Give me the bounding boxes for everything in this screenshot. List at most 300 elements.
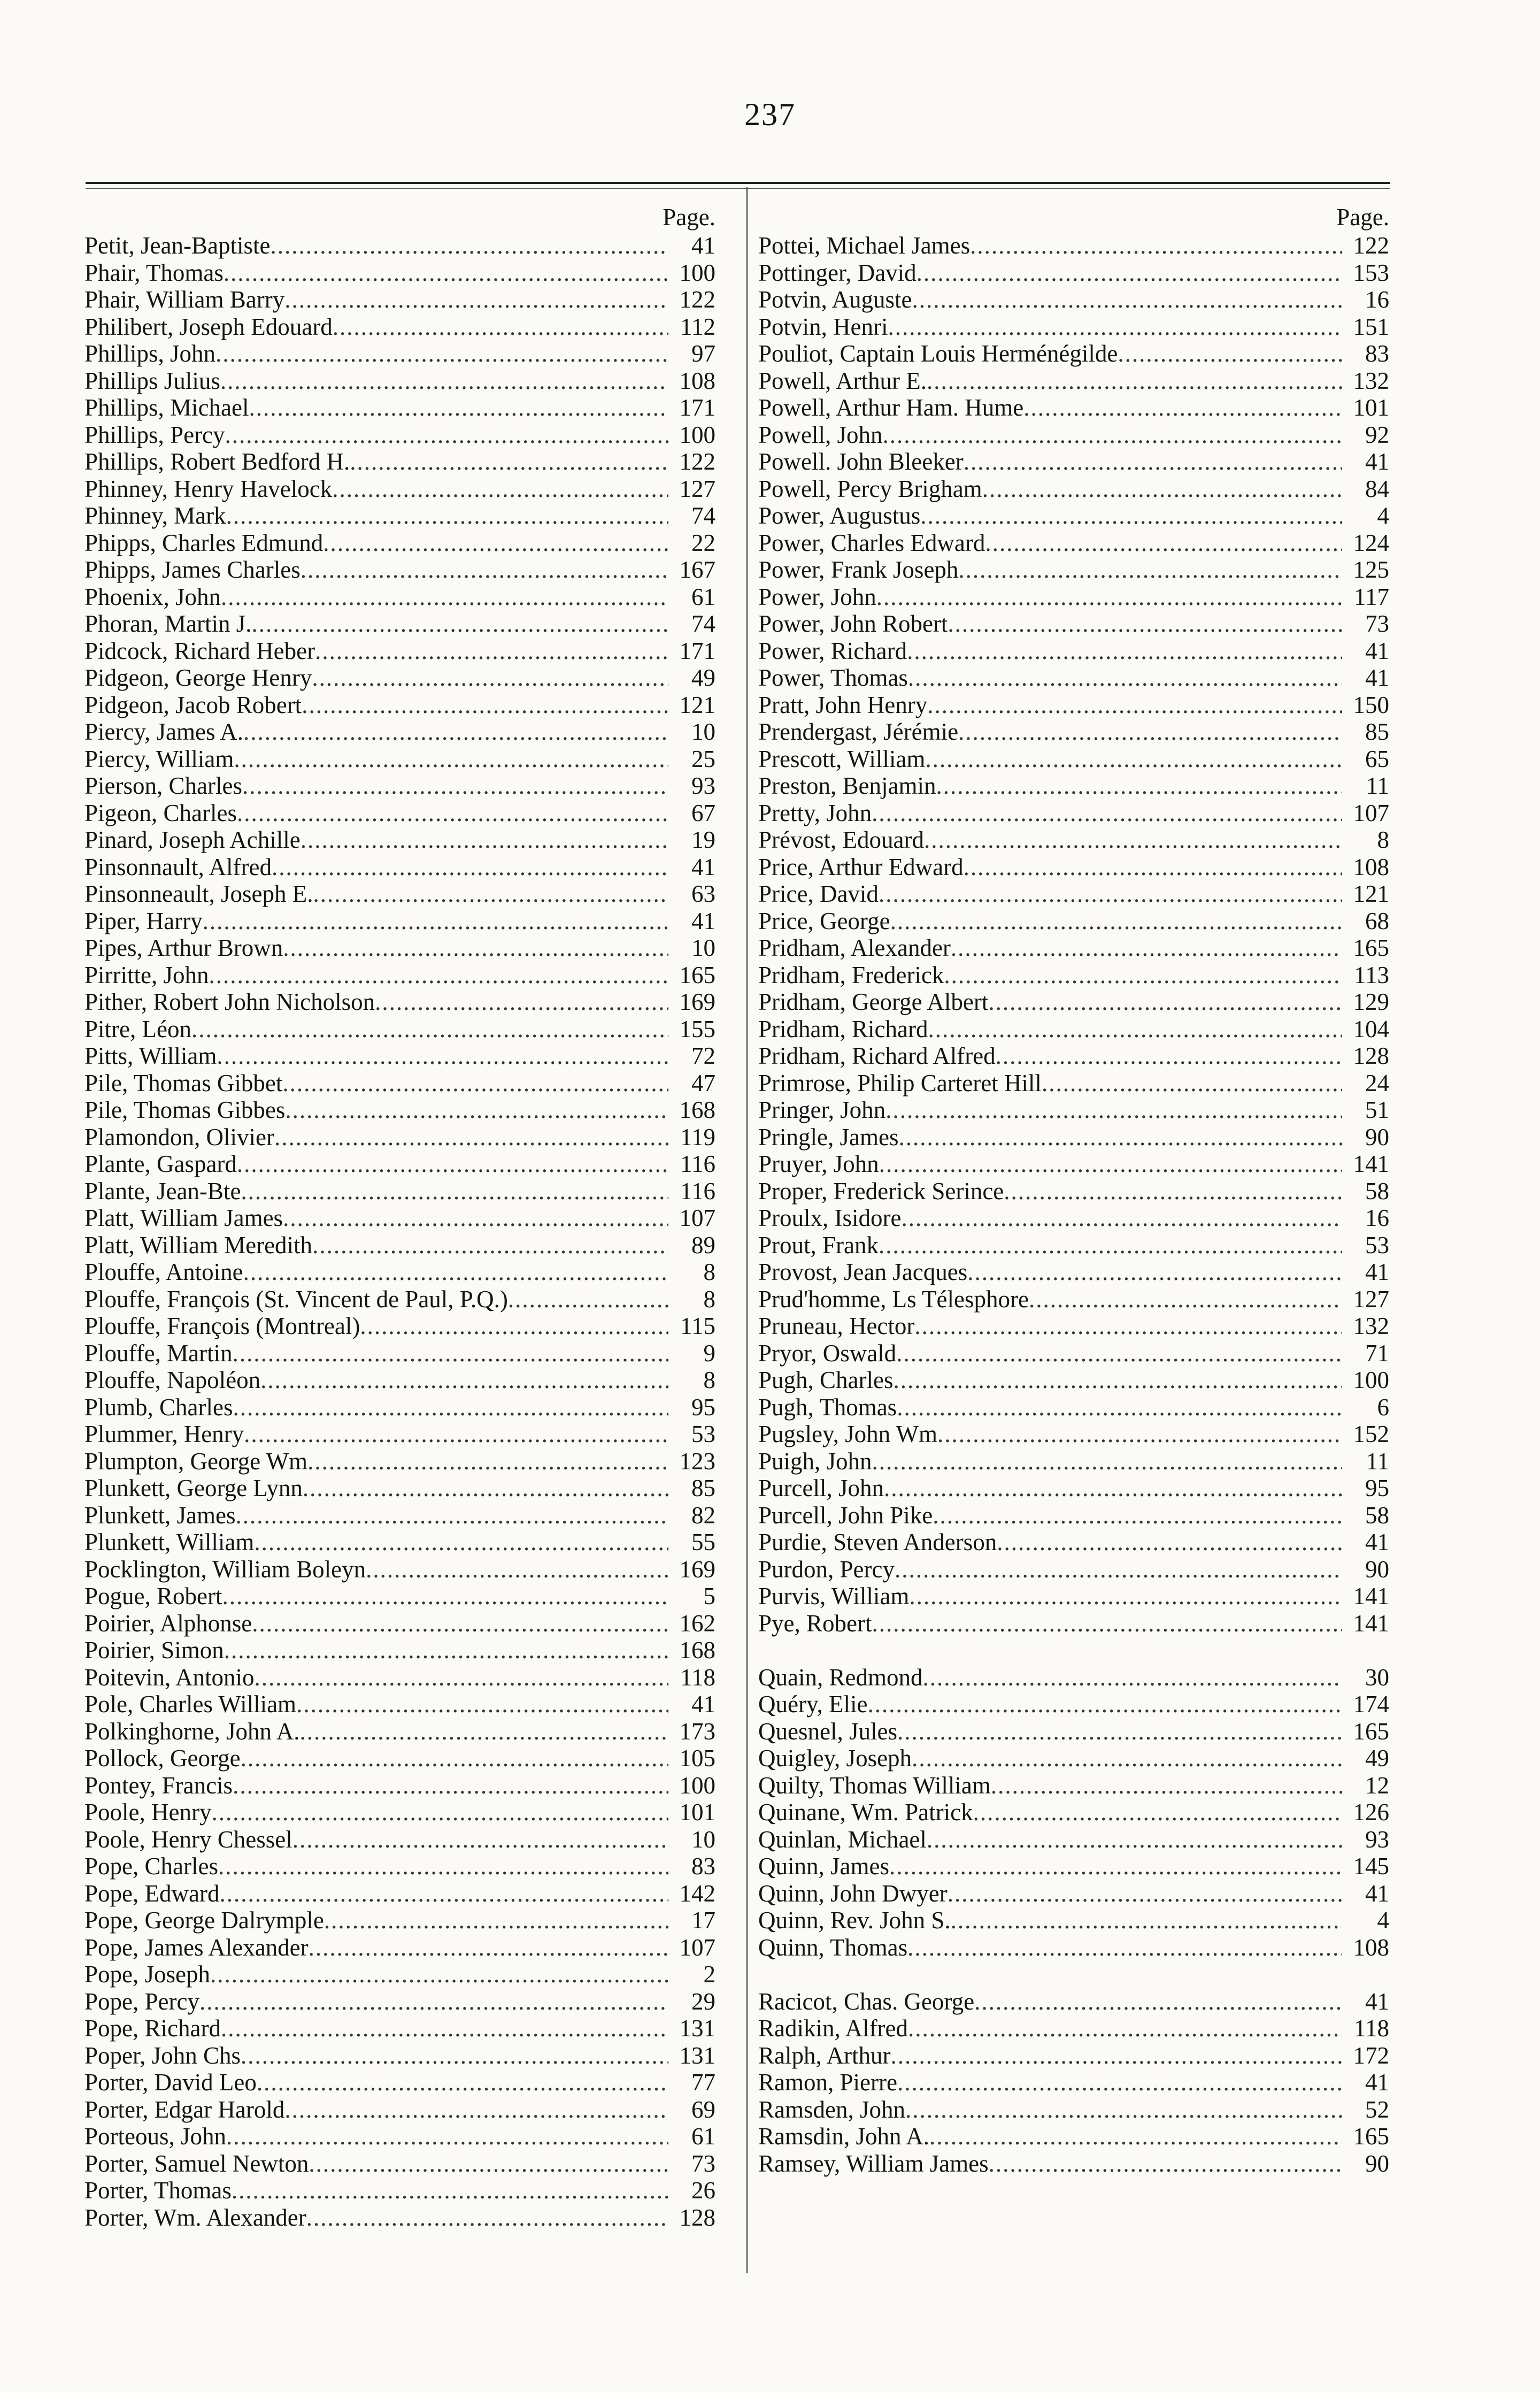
entry-page-number: 141 [1353, 1151, 1389, 1177]
entry-page-number: 77 [691, 2069, 715, 2096]
index-entry [84, 1772, 715, 1799]
entry-page-number: 12 [1365, 1772, 1389, 1799]
index-entry [84, 880, 715, 908]
dot-leader [890, 908, 1342, 935]
dot-leader [218, 1853, 668, 1880]
entry-name: Prendergast, Jérémie [758, 718, 959, 745]
dot-leader [313, 880, 668, 908]
index-entry [84, 1016, 715, 1043]
entry-page-number: 168 [679, 1637, 715, 1663]
index-entry [758, 1745, 1389, 1772]
entry-name: Ramon, Pierre [758, 2069, 897, 2096]
entry-name: Pope, Richard [84, 2015, 221, 2042]
dot-leader [237, 800, 668, 827]
index-entry [84, 1448, 715, 1475]
dot-leader [241, 2042, 668, 2069]
index-entry [84, 313, 715, 341]
index-entry [84, 1799, 715, 1826]
dot-leader [872, 1610, 1342, 1637]
index-entry [84, 1124, 715, 1151]
entry-name: Powell, Arthur E. [758, 367, 927, 394]
dot-leader [890, 2042, 1342, 2069]
entry-name: Porter, Thomas [84, 2177, 232, 2204]
dot-leader [244, 1421, 668, 1448]
entry-name: Prout, Frank [758, 1231, 879, 1259]
index-entry [84, 1664, 715, 1691]
entry-page-number: 8 [703, 1367, 715, 1393]
dot-leader [872, 1448, 1342, 1475]
index-entry [84, 1475, 715, 1502]
entry-name: Pile, Thomas Gibbet [84, 1069, 283, 1097]
entry-name: Pouliot, Captain Louis Herménégilde [758, 340, 1118, 367]
index-entry [84, 1367, 715, 1394]
entry-name: Plumb, Charles [84, 1393, 233, 1421]
entry-name: Pruyer, John [758, 1151, 879, 1177]
dot-leader [241, 1178, 668, 1205]
index-entry [758, 1232, 1389, 1259]
entry-name: Quinn, John Dwyer [758, 1880, 948, 1907]
entry-name: Pole, Charles William [84, 1691, 297, 1718]
entry-page-number: 129 [1353, 988, 1389, 1015]
entry-name: Purvis, William [758, 1583, 910, 1609]
entry-name: Porter, Samuel Newton [84, 2150, 309, 2177]
entry-name: Power, Richard [758, 637, 907, 664]
dot-leader [251, 610, 668, 638]
dot-leader [933, 1502, 1342, 1529]
entry-page-number: 115 [680, 1313, 715, 1339]
index-entry [84, 1205, 715, 1232]
entry-name: Pope, George Dalrymple [84, 1907, 324, 1934]
entry-page-number: 165 [1353, 2123, 1389, 2150]
entry-name: Pretty, John [758, 799, 872, 826]
entry-page-number: 52 [1365, 2096, 1389, 2123]
index-entry [758, 448, 1389, 476]
entry-page-number: 155 [679, 1015, 715, 1042]
index-entry [758, 232, 1389, 259]
entry-name: Plunkett, James [84, 1501, 236, 1529]
index-entry [84, 2177, 715, 2204]
index-entry [758, 1421, 1389, 1448]
entry-page-number: 104 [1353, 1015, 1389, 1042]
entry-page-number: 25 [691, 745, 715, 772]
entry-page-number: 124 [1353, 529, 1389, 556]
dot-leader [948, 1880, 1342, 1907]
entry-page-number: 131 [679, 2015, 715, 2042]
dot-leader [309, 1934, 668, 1961]
dot-leader [895, 1556, 1342, 1583]
index-entry [84, 2204, 715, 2232]
index-entry [758, 934, 1389, 962]
index-entry [758, 1205, 1389, 1232]
entry-page-number: 29 [691, 1988, 715, 2015]
entry-page-number: 11 [1366, 1447, 1389, 1475]
index-entry [84, 1313, 715, 1340]
entry-name: Powell, Arthur Ham. Hume [758, 394, 1024, 421]
dot-leader [283, 934, 668, 962]
entry-name: Polkinghorne, John A. [84, 1718, 300, 1745]
entry-page-number: 58 [1365, 1177, 1389, 1205]
dot-leader [929, 2123, 1342, 2150]
entry-name: Pope, Percy [84, 1988, 199, 2015]
entry-page-number: 169 [679, 988, 715, 1015]
entry-page-number: 101 [679, 1799, 715, 1826]
entry-name: Phair, Thomas [84, 259, 224, 286]
dot-leader [306, 2204, 668, 2232]
entry-name: Pringer, John [758, 1097, 886, 1123]
dot-leader [907, 1934, 1342, 1961]
entry-page-number: 71 [1365, 1339, 1389, 1367]
entry-page-number: 41 [691, 1691, 715, 1718]
dot-leader [897, 1718, 1342, 1745]
index-entry [84, 584, 715, 611]
index-entry [758, 1772, 1389, 1799]
dot-leader [937, 1421, 1342, 1448]
entry-name: Quinane, Wm. Patrick [758, 1799, 973, 1826]
index-entry [758, 1934, 1389, 1961]
entry-name: Proper, Frederick Serince [758, 1177, 1004, 1205]
dot-leader [924, 826, 1342, 854]
dot-leader [948, 610, 1342, 638]
entry-name: Poole, Henry Chessel [84, 1826, 292, 1853]
entry-page-number: 165 [1353, 1718, 1389, 1745]
index-entry [84, 854, 715, 881]
dot-leader [889, 1853, 1342, 1880]
dot-leader [233, 1394, 669, 1421]
index-entry [84, 1421, 715, 1448]
dot-leader [237, 1151, 668, 1178]
entry-name: Phillips, John [84, 340, 216, 367]
index-entry [758, 772, 1389, 800]
dot-leader [254, 1529, 668, 1556]
entry-name: Plante, Jean-Bte [84, 1177, 241, 1205]
entry-page-number: 51 [1365, 1097, 1389, 1123]
entry-page-number: 30 [1365, 1663, 1389, 1691]
dot-leader [936, 772, 1342, 800]
dot-leader [1029, 1286, 1342, 1313]
index-entry [758, 2123, 1389, 2150]
entry-page-number: 4 [1377, 1907, 1389, 1934]
entry-page-number: 121 [1353, 880, 1389, 907]
page-number: 237 [744, 97, 796, 132]
index-entry [758, 584, 1389, 611]
right-column [758, 202, 1389, 2177]
entry-name: Pinsonnault, Alfred [84, 853, 272, 880]
index-entry [84, 638, 715, 665]
dot-leader [985, 530, 1342, 557]
index-entry [84, 476, 715, 503]
dot-leader [958, 556, 1342, 584]
index-entry [758, 313, 1389, 341]
entry-name: Quesnel, Jules [758, 1718, 897, 1745]
entry-page-number: 41 [1365, 637, 1389, 664]
dot-leader [879, 1232, 1342, 1259]
entry-page-number: 107 [679, 1934, 715, 1961]
entry-name: Piercy, James A. [84, 718, 244, 745]
entry-page-number: 93 [1365, 1826, 1389, 1853]
entry-page-number: 84 [1365, 475, 1389, 502]
entry-name: Porter, David Leo [84, 2069, 257, 2096]
entry-page-number: 61 [691, 583, 715, 610]
entry-page-number: 9 [703, 1339, 715, 1367]
entry-page-number: 4 [1377, 502, 1389, 529]
dot-leader [951, 934, 1342, 962]
entry-name: Poole, Henry [84, 1799, 212, 1826]
index-entry [758, 1880, 1389, 1907]
dot-leader [917, 259, 1342, 287]
entry-page-number: 105 [679, 1745, 715, 1772]
entry-name: Prévost, Edouard [758, 826, 924, 853]
entry-name: Plante, Gaspard [84, 1151, 237, 1177]
dot-leader [973, 1799, 1342, 1826]
dot-leader [927, 1826, 1342, 1853]
dot-leader [283, 1205, 668, 1232]
entry-name: Poitevin, Antonio [84, 1663, 255, 1691]
entry-page-number: 41 [1365, 2069, 1389, 2096]
index-entry [84, 718, 715, 746]
entry-name: Radikin, Alfred [758, 2015, 908, 2042]
entry-name: Pogue, Robert [84, 1583, 222, 1609]
entry-page-number: 108 [679, 367, 715, 394]
entry-page-number: 165 [679, 961, 715, 988]
entry-page-number: 53 [691, 1421, 715, 1447]
page-column-header: Page. [1336, 204, 1389, 231]
index-entry [758, 1556, 1389, 1583]
entry-name: Price, George [758, 907, 890, 934]
index-entry [758, 1664, 1389, 1691]
entry-name: Pigeon, Charles [84, 799, 237, 826]
index-entry [758, 1151, 1389, 1178]
entry-page-number: 6 [1377, 1393, 1389, 1421]
index-entry [84, 610, 715, 638]
entry-page-number: 67 [691, 799, 715, 826]
dot-leader [324, 1907, 668, 1934]
entry-page-number: 118 [1354, 2015, 1389, 2042]
index-entry [84, 1097, 715, 1124]
entry-name: Powell. John Bleeker [758, 448, 964, 475]
index-entry [84, 2069, 715, 2096]
entry-page-number: 41 [1365, 1988, 1389, 2015]
entry-page-number: 41 [1365, 1880, 1389, 1907]
dot-leader [894, 1367, 1343, 1394]
dot-leader [922, 1664, 1342, 1691]
entry-page-number: 41 [1365, 448, 1389, 475]
entry-name: Pruneau, Hector [758, 1313, 915, 1339]
entry-page-number: 2 [703, 1961, 715, 1988]
dot-leader [925, 746, 1342, 773]
entry-page-number: 8 [1377, 826, 1389, 853]
entry-name: Pidgeon, Jacob Robert [84, 691, 302, 718]
index-entry [84, 772, 715, 800]
entry-name: Proulx, Isidore [758, 1205, 902, 1231]
dot-leader [964, 448, 1342, 476]
entry-name: Porter, Wm. Alexander [84, 2204, 306, 2231]
entry-page-number: 122 [679, 286, 715, 313]
index-entry [84, 1907, 715, 1934]
entry-name: Powell, Percy Brigham [758, 475, 982, 502]
index-entry [84, 502, 715, 530]
index-entry [84, 664, 715, 692]
dot-leader [255, 1664, 668, 1691]
entry-page-number: 165 [1353, 934, 1389, 961]
dot-leader [350, 448, 668, 476]
dot-leader [323, 530, 668, 557]
dot-leader [307, 1448, 668, 1475]
entry-page-number: 132 [1353, 1313, 1389, 1339]
entry-name: Quinn, Rev. John S. [758, 1907, 951, 1934]
dot-leader [309, 2150, 668, 2178]
index-entry [758, 880, 1389, 908]
entry-name: Purcell, John Pike [758, 1501, 933, 1529]
entry-page-number: 172 [1353, 2042, 1389, 2069]
entry-page-number: 112 [680, 313, 715, 340]
entry-name: Poper, John Chs [84, 2042, 241, 2069]
dot-leader [233, 1772, 668, 1799]
index-entry [84, 286, 715, 313]
entry-name: Ramsdin, John A. [758, 2123, 930, 2150]
index-entry [758, 1042, 1389, 1070]
dot-leader [996, 1042, 1342, 1070]
entry-name: Plouffe, François (St. Vincent de Paul, P.Q.) [84, 1285, 508, 1313]
entry-page-number: 169 [679, 1555, 715, 1583]
entry-page-number: 90 [1365, 1555, 1389, 1583]
dot-leader [1023, 394, 1342, 421]
entry-page-number: 116 [680, 1177, 715, 1205]
entry-page-number: 127 [1353, 1285, 1389, 1313]
dot-leader [908, 664, 1342, 692]
entry-name: Pratt, John Henry [758, 691, 928, 718]
dot-leader [958, 718, 1342, 746]
index-section [758, 232, 1389, 1637]
index-entry [84, 367, 715, 395]
entry-name: Plouffe, François (Montreal) [84, 1313, 360, 1339]
entry-page-number: 41 [1365, 1529, 1389, 1555]
index-entry [84, 1637, 715, 1664]
dot-leader [982, 476, 1342, 503]
entry-page-number: 107 [679, 1205, 715, 1231]
entry-name: Pidcock, Richard Heber [84, 637, 315, 664]
dot-leader [951, 1907, 1342, 1934]
entry-name: Porteous, John [84, 2123, 227, 2150]
index-entry [758, 1448, 1389, 1475]
entry-name: Quinn, James [758, 1853, 889, 1880]
header-rule-thin [86, 188, 1390, 189]
entry-page-number: 65 [1365, 745, 1389, 772]
dot-leader [312, 664, 668, 692]
entry-name: Phoenix, John [84, 583, 221, 610]
entry-page-number: 100 [679, 421, 715, 448]
dot-leader [879, 1151, 1342, 1178]
entry-name: Pierson, Charles [84, 772, 242, 799]
entry-page-number: 93 [691, 772, 715, 799]
entry-page-number: 127 [679, 475, 715, 502]
entry-page-number: 61 [691, 2123, 715, 2150]
entry-page-number: 10 [691, 1826, 715, 1853]
dot-leader [285, 1097, 668, 1124]
entry-name: Pugsley, John Wm [758, 1421, 938, 1447]
dot-leader [1118, 340, 1342, 367]
entry-name: Phillips, Percy [84, 421, 225, 448]
entry-name: Purdon, Percy [758, 1555, 895, 1583]
entry-name: Phillips, Michael [84, 394, 249, 421]
dot-leader [272, 854, 668, 881]
dot-leader [905, 2096, 1342, 2123]
entry-name: Prescott, William [758, 745, 926, 772]
entry-page-number: 55 [691, 1529, 715, 1555]
index-entry [84, 2150, 715, 2178]
entry-page-number: 123 [679, 1447, 715, 1475]
entry-page-number: 168 [679, 1097, 715, 1123]
index-entry [758, 2096, 1389, 2123]
dot-leader [907, 638, 1342, 665]
entry-name: Racicot, Chas. George [758, 1988, 975, 2015]
entry-page-number: 63 [691, 880, 715, 907]
index-entry [758, 286, 1389, 313]
index-entry [758, 1124, 1389, 1151]
entry-page-number: 107 [1353, 799, 1389, 826]
index-entry [758, 1178, 1389, 1205]
dot-leader [282, 1070, 668, 1097]
index-list-left [84, 232, 715, 2231]
entry-page-number: 49 [1365, 1745, 1389, 1772]
index-entry [84, 421, 715, 449]
entry-name: Plunkett, George Lynn [84, 1475, 303, 1501]
index-entry [84, 394, 715, 421]
entry-name: Phipps, Charles Edmund [84, 529, 324, 556]
entry-page-number: 16 [1365, 286, 1389, 313]
dot-leader [901, 1205, 1342, 1232]
entry-page-number: 122 [1353, 232, 1389, 259]
entry-name: Pidgeon, George Henry [84, 664, 312, 691]
dot-leader [970, 232, 1342, 259]
index-entry [84, 2123, 715, 2150]
dot-leader [868, 1691, 1343, 1718]
index-entry [758, 476, 1389, 503]
entry-page-number: 41 [1365, 1259, 1389, 1285]
dot-leader [209, 962, 669, 989]
entry-page-number: 100 [1353, 1367, 1389, 1393]
dot-leader [226, 2123, 668, 2150]
entry-page-number: 41 [691, 907, 715, 934]
dot-leader [912, 1745, 1342, 1772]
entry-page-number: 74 [691, 610, 715, 637]
column-divider [746, 187, 748, 2273]
entry-name: Quain, Redmond [758, 1663, 923, 1691]
entry-name: Phillips, Robert Bedford H. [84, 448, 350, 475]
dot-leader [991, 1772, 1342, 1799]
entry-name: Pinsonneault, Joseph E. [84, 880, 313, 907]
dot-leader [967, 1259, 1342, 1286]
index-entry [84, 1880, 715, 1907]
entry-name: Poirier, Alphonse [84, 1609, 252, 1637]
index-entry [758, 746, 1389, 773]
dot-leader [249, 394, 669, 421]
dot-leader [879, 880, 1342, 908]
entry-page-number: 26 [691, 2177, 715, 2204]
entry-name: Power, Charles Edward [758, 529, 985, 556]
section-gap [758, 1637, 1389, 1664]
dot-leader [303, 1475, 668, 1502]
dot-leader [226, 502, 668, 530]
index-entry [758, 1070, 1389, 1097]
entry-page-number: 11 [1366, 772, 1389, 799]
entry-page-number: 101 [1353, 394, 1389, 421]
dot-leader [301, 826, 668, 854]
entry-page-number: 141 [1353, 1583, 1389, 1609]
entry-page-number: 5 [703, 1583, 715, 1609]
entry-page-number: 82 [691, 1501, 715, 1529]
dot-leader [332, 476, 668, 503]
dot-leader [243, 1259, 668, 1286]
